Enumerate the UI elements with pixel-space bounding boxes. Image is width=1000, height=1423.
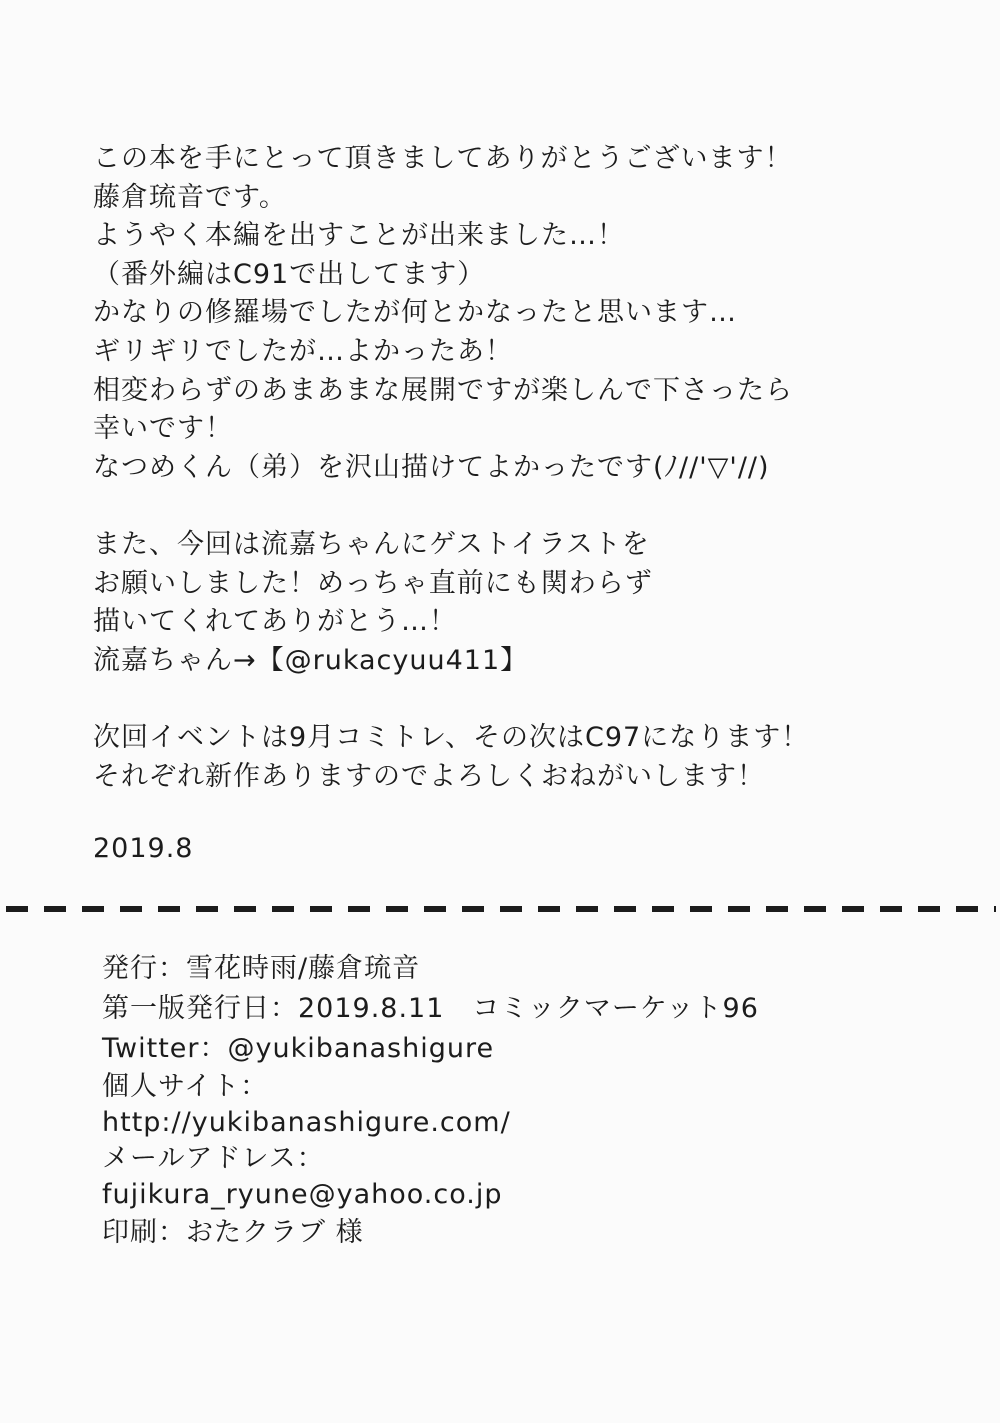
site-url: http://yukibanashigure.com/ [102, 1107, 511, 1138]
twitter-line: Twitter：@yukibanashigure [102, 1033, 495, 1064]
publisher-line: 発行：雪花時雨/藤倉琉音 [102, 953, 421, 984]
text-line: また、今回は流嘉ちゃんにゲストイラストを [93, 528, 650, 560]
text-line: 相変わらずのあまあまな展開ですが楽しんで下さったら [93, 374, 793, 406]
text-line: それぞれ新作ありますのでよろしくおねがいします！ [93, 760, 765, 792]
text-line: この本を手にとって頂きましてありがとうございます！ [93, 143, 793, 174]
text-line: 流嘉ちゃん→【@rukacyuu411】 [93, 644, 529, 676]
text-line: なつめくん（弟）を沢山描けてよかったです(ﾉ//'▽'//) [93, 451, 770, 483]
colophon-info [102, 949, 962, 1253]
text-line: 幸いです！ [93, 413, 233, 445]
text-line: 藤倉琉音です。 [93, 181, 287, 213]
text-line: お願いしました！めっちゃ直前にも関わらず [93, 567, 653, 599]
text-line: かなりの修羅場でしたが何とかなったと思います… [93, 297, 737, 329]
mail-address: fujikura_ryune@yahoo.co.jp [102, 1179, 503, 1210]
mail-label: メールアドレス： [102, 1143, 325, 1174]
first-edition-line: 第一版発行日：2019.8.11 コミックマーケット96 [102, 993, 759, 1024]
afterword-paragraph-1 [93, 140, 953, 487]
afterword-text [93, 140, 953, 835]
text-line: 描いてくれてありがとう…！ [93, 606, 457, 638]
printer-line: 印刷：おたクラブ 様 [102, 1217, 364, 1248]
text-line: ギリギリでしたが…よかったあ！ [93, 335, 513, 367]
afterword-paragraph-2 [93, 526, 953, 680]
text-line: ようやく本編を出すことが出来ました…！ [93, 220, 625, 252]
text-line: 次回イベントは9月コミトレ、その次はC97になります！ [93, 721, 810, 753]
afterword-paragraph-3 [93, 719, 953, 796]
dashed-divider [6, 906, 996, 912]
text-line: （番外編はC91で出してます） [93, 258, 486, 290]
site-label: 個人サイト： [102, 1071, 269, 1102]
afterword-date: 2019.8 [93, 833, 194, 864]
